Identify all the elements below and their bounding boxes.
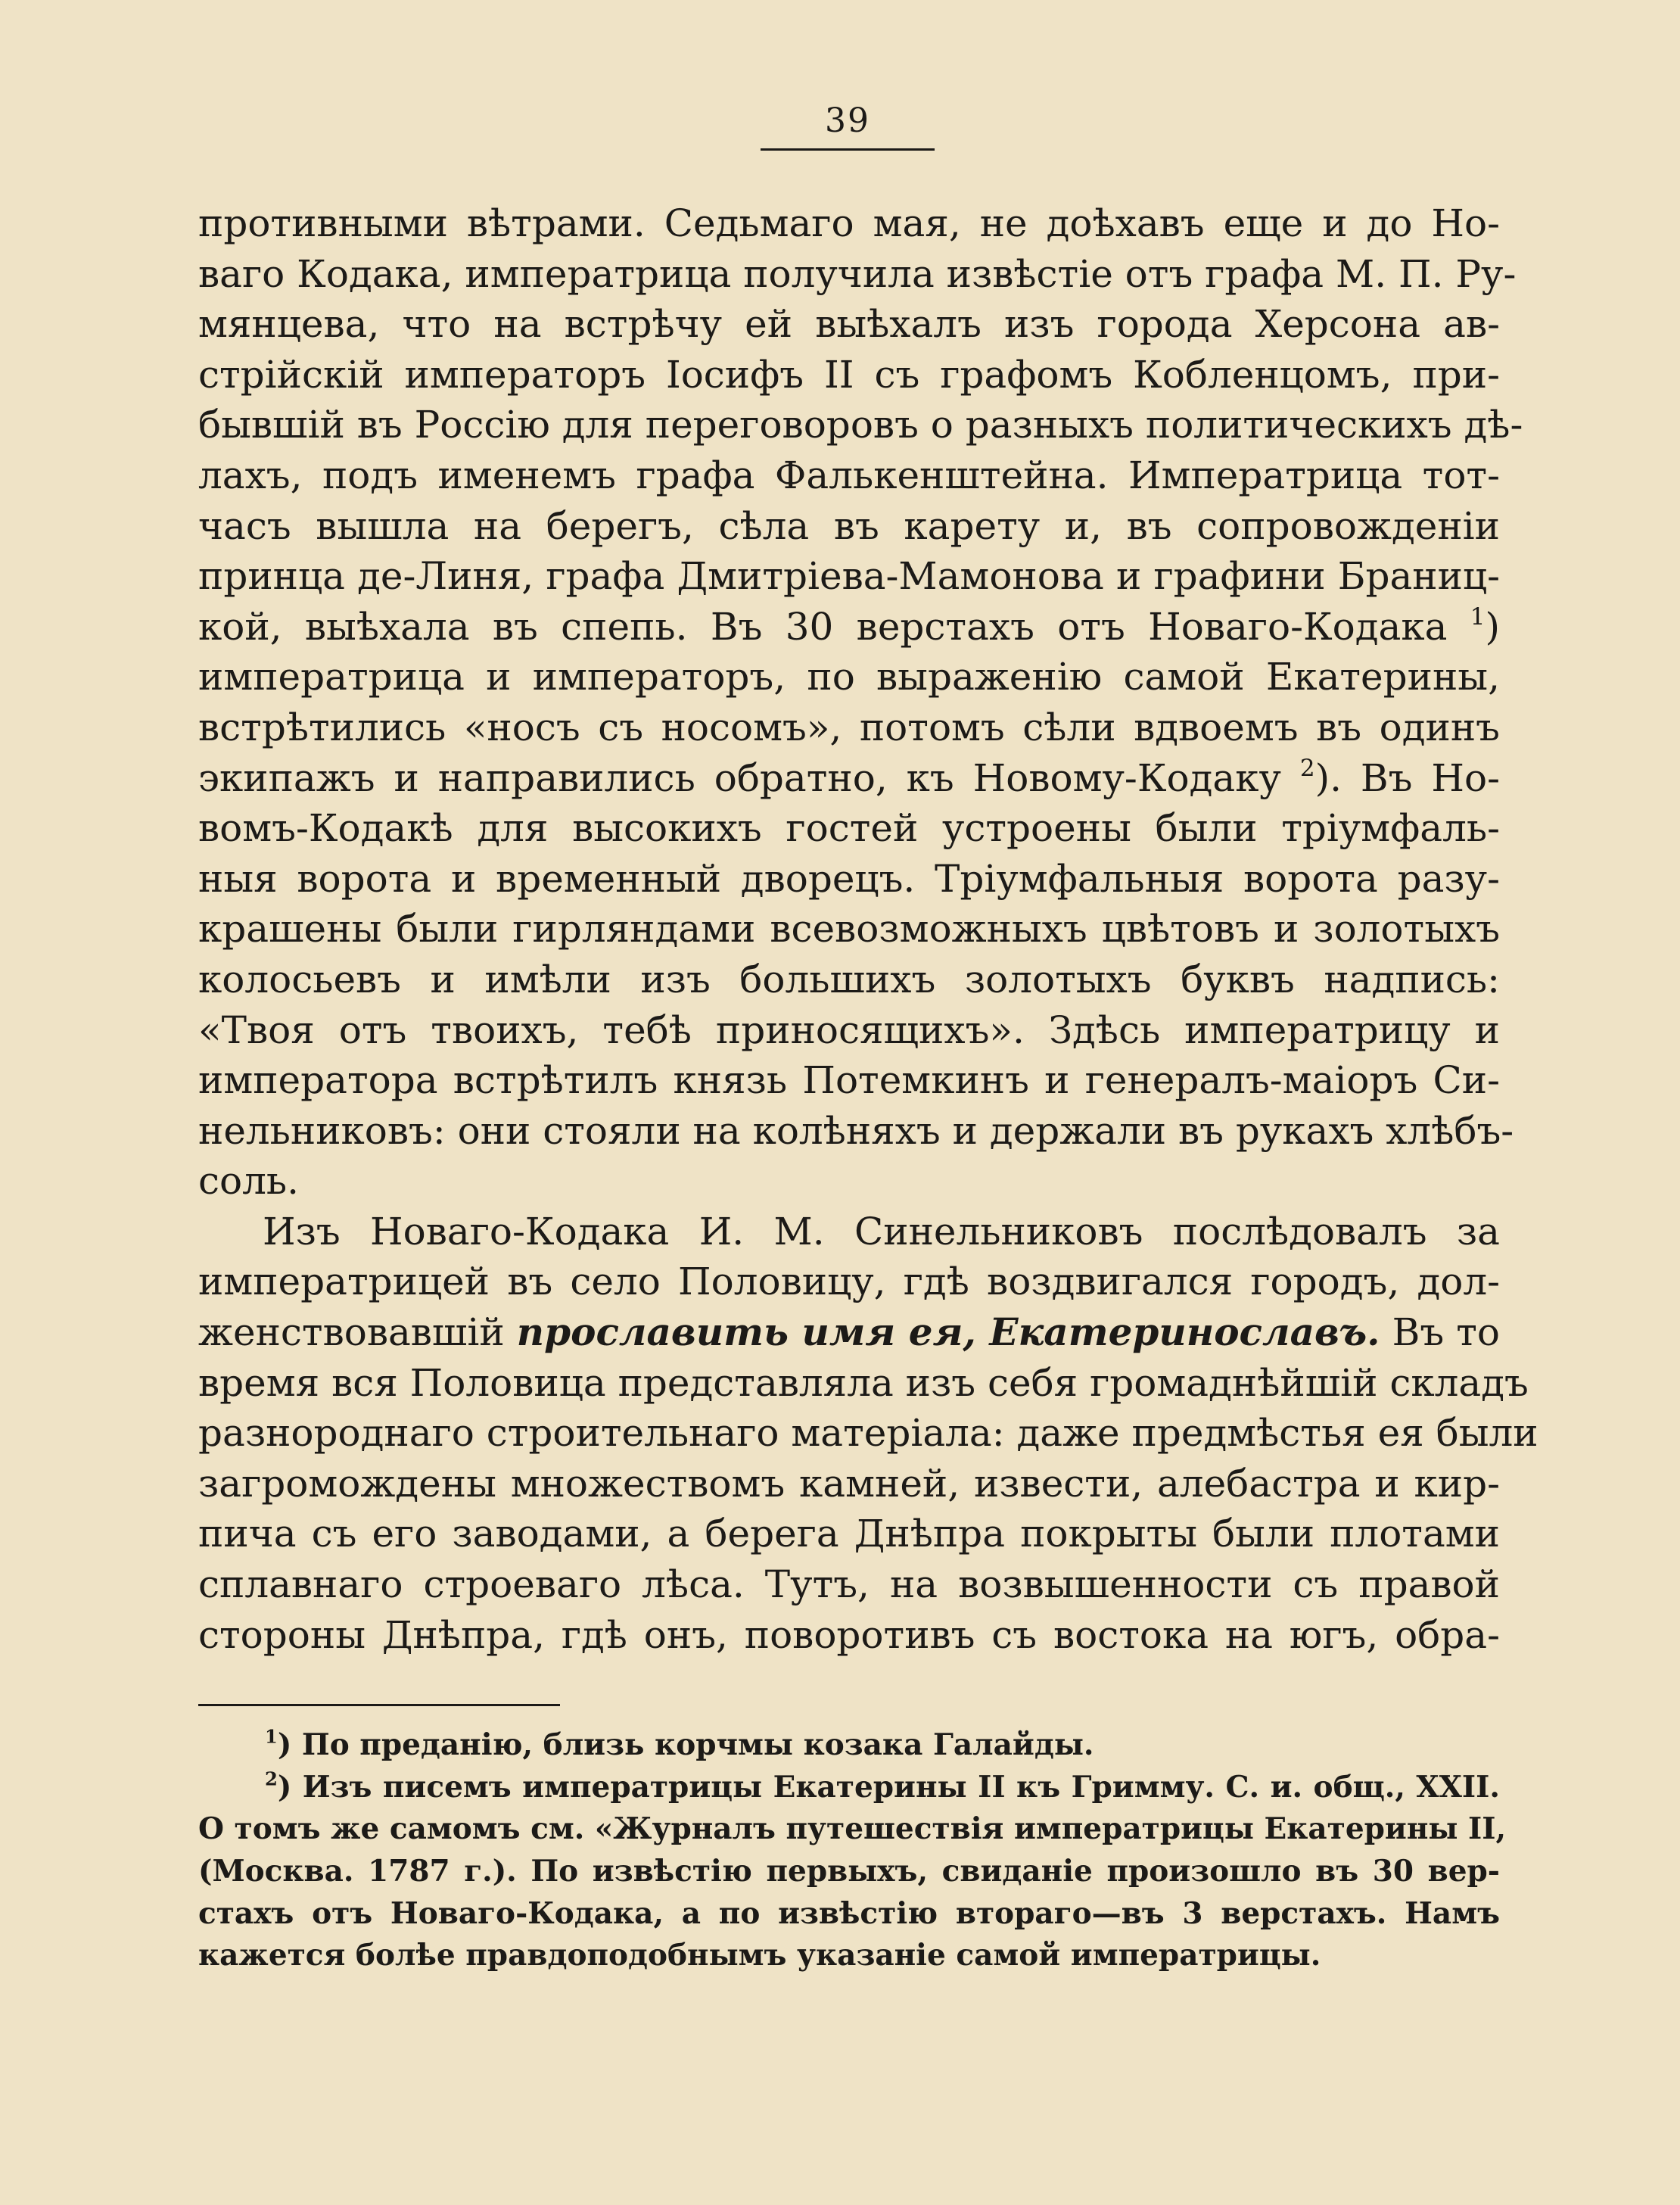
text-line-21: Изъ Новаго-Кодака И. М. Синельниковъ послѣдовалъ за bbox=[263, 1209, 1500, 1254]
footnote-2-line-5: кажется болѣе правдоподобнымъ указаніе самой императрицы. bbox=[198, 1938, 1321, 1973]
text-line-2: ваго Кодака, императрица получила извѣстіе отъ графа М. П. Ру- bbox=[198, 251, 1517, 296]
text-line-20: соль. bbox=[198, 1159, 299, 1204]
text-line-23: женствовавшій прославить имя ея, Екатеринославъ. Въ то bbox=[198, 1310, 1500, 1355]
text-line-11: встрѣтились «носъ съ носомъ», потомъ сѣли вдвоемъ въ одинъ bbox=[198, 705, 1500, 749]
text-line-1: противными вѣтрами. Седьмаго мая, не доѣхавъ еще и до Но- bbox=[198, 201, 1500, 245]
text-line-6: лахъ, подъ именемъ графа Фалькенштейна. Императрица тот- bbox=[198, 453, 1500, 497]
page-number: 39 bbox=[825, 101, 870, 140]
main-text bbox=[198, 198, 1538, 1660]
footnote-2-line-3: (Москва. 1787 г.). По извѣстію первыхъ, свиданіе произошло въ 30 вер- bbox=[198, 1854, 1500, 1889]
footnote-marker-1: 1 bbox=[265, 1725, 278, 1748]
text-line-7: часъ вышла на берегъ, сѣла въ карету и, въ сопровожденіи bbox=[198, 503, 1500, 548]
text-line-25: разнороднаго строительнаго матеріала: даже предмѣстья ея были bbox=[198, 1411, 1538, 1456]
footnotes bbox=[198, 1724, 1507, 1977]
text-line-14: ныя ворота и временный дворецъ. Тріумфальныя ворота разу- bbox=[198, 856, 1500, 901]
text-line-18: императора встрѣтилъ князь Потемкинъ и генералъ-маіоръ Си- bbox=[198, 1058, 1500, 1103]
text-line-15: крашены были гирляндами всевозможныхъ цвѣтовъ и золотыхъ bbox=[198, 907, 1500, 951]
text-line-13: вомъ-Кодакѣ для высокихъ гостей устроены были тріумфаль- bbox=[198, 806, 1500, 851]
text-line-27: пича съ его заводами, а берега Днѣпра покрыты были плотами bbox=[198, 1512, 1500, 1556]
emphasized-phrase: прославить имя ея, Екатеринославъ. bbox=[516, 1310, 1380, 1355]
text-line-19: нельниковъ: они стояли на колѣняхъ и держали въ рукахъ хлѣбъ- bbox=[198, 1108, 1514, 1153]
footnote-marker-2: 2 bbox=[265, 1767, 278, 1789]
text-line-26: загромождены множествомъ камней, извести, алебастра и кир- bbox=[198, 1461, 1500, 1506]
text-line-3: мянцева, что на встрѣчу ей выѣхалъ изъ города Херсона ав- bbox=[198, 302, 1500, 347]
footnote-2-line-2: О томъ же самомъ см. «Журналъ путешествія императрицы Екатерины II, bbox=[198, 1811, 1507, 1847]
footnote-2-line-4: стахъ отъ Новаго-Кодака, а по извѣстію втораго—въ 3 верстахъ. Намъ bbox=[198, 1895, 1500, 1931]
page-number-rule bbox=[761, 148, 935, 151]
text-line-4: стрійскій императоръ Іосифъ II съ графомъ Кобленцомъ, при- bbox=[198, 352, 1500, 397]
footnote-1: $^1$) По преданію, близь корчмы козака Галайды. bbox=[265, 1725, 1094, 1762]
text-line-5: бывшій въ Россію для переговоровъ о разныхъ политическихъ дѣ- bbox=[198, 403, 1523, 447]
footnote-ref-1: 1 bbox=[1470, 603, 1486, 631]
text-line-28: сплавнаго строеваго лѣса. Тутъ, на возвышенности съ правой bbox=[198, 1562, 1500, 1607]
text-line-24: время вся Половица представляла изъ себя громаднѣйшій складъ bbox=[198, 1360, 1529, 1405]
text-line-17: «Твоя отъ твоихъ, тебѣ приносящихъ». Здѣсь императрицу и bbox=[198, 1008, 1500, 1052]
text-line-9: кой, выѣхала въ спепь. Въ 30 верстахъ отъ Новаго-Кодака $^1$) bbox=[198, 603, 1500, 649]
text-line-10: императрица и императоръ, по выраженію самой Екатерины, bbox=[198, 655, 1500, 699]
text-line-8: принца де-Линя, графа Дмитріева-Мамонова и графини Браниц- bbox=[198, 554, 1500, 599]
footnote-ref-2: 2 bbox=[1299, 754, 1315, 782]
footnote-2: $^2$) Изъ писемъ императрицы Екатерины II къ Гримму. С. и. общ., XXII. bbox=[265, 1767, 1500, 1805]
footnote-separator bbox=[198, 1704, 560, 1706]
text-line-29: стороны Днѣпра, гдѣ онъ, поворотивъ съ востока на югъ, обра- bbox=[198, 1612, 1500, 1657]
text-line-22: императрицей въ село Половицу, гдѣ воздвигался городъ, дол- bbox=[198, 1260, 1500, 1304]
text-line-16: колосьевъ и имѣли изъ большихъ золотыхъ буквъ надпись: bbox=[198, 957, 1500, 1001]
text-line-12: экипажъ и направились обратно, къ Новому-Кодаку $^2$). Въ Но- bbox=[198, 754, 1501, 800]
